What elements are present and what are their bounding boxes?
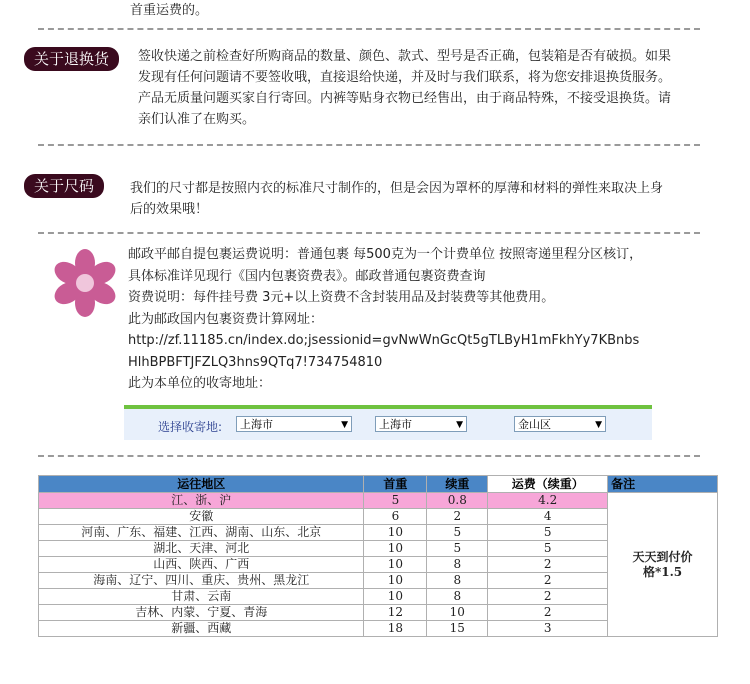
region-cell: 安徽 bbox=[39, 509, 364, 525]
region-cell: 河南、广东、福建、江西、湖南、山东、北京 bbox=[39, 525, 364, 541]
first-weight-cell: 10 bbox=[364, 573, 427, 589]
size-line: 我们的尺寸都是按照内衣的标准尺寸制作的，但是会因为罩杯的厚薄和材料的弹性来取决上身 bbox=[130, 181, 664, 196]
first-weight-cell: 6 bbox=[364, 509, 427, 525]
first-weight-cell: 10 bbox=[364, 557, 427, 573]
returns-line: 签收快递之前检查好所购商品的数量、颜色、款式、型号是否正确，包装箱是否有破损。如果 bbox=[138, 49, 672, 64]
divider bbox=[38, 455, 700, 457]
extra-fee-cell: 5 bbox=[488, 541, 608, 557]
first-weight-cell: 5 bbox=[364, 493, 427, 509]
first-weight-cell: 10 bbox=[364, 541, 427, 557]
address-selector bbox=[124, 405, 652, 440]
divider bbox=[38, 232, 700, 234]
col-header-extra-fee: 运费（续重） bbox=[488, 476, 608, 493]
first-weight-cell: 10 bbox=[364, 525, 427, 541]
size-policy bbox=[130, 178, 663, 220]
post-info bbox=[128, 244, 642, 395]
table-header-row bbox=[39, 476, 718, 493]
divider bbox=[38, 144, 700, 146]
note-text: 格*1.5 bbox=[642, 564, 683, 579]
extra-weight-cell: 10 bbox=[427, 605, 488, 621]
district-value: 金山区 bbox=[518, 418, 551, 431]
post-line: 此为本单位的收寄地址： bbox=[128, 376, 272, 391]
extra-fee-cell: 2 bbox=[488, 573, 608, 589]
province-select[interactable] bbox=[236, 416, 352, 432]
province-value: 上海市 bbox=[240, 418, 273, 431]
first-weight-cell: 10 bbox=[364, 589, 427, 605]
extra-weight-cell: 8 bbox=[427, 557, 488, 573]
col-header-extra-weight: 续重 bbox=[427, 476, 488, 493]
returns-line: 产品无质量问题买家自行寄回。内裤等贴身衣物已经售出，由于商品特殊，不接受退换货。请 bbox=[138, 91, 672, 106]
extra-weight-cell: 8 bbox=[427, 573, 488, 589]
district-select[interactable] bbox=[514, 416, 606, 432]
returns-badge: 关于退换货 bbox=[24, 47, 119, 71]
size-line: 后的效果哦！ bbox=[130, 202, 209, 217]
region-cell: 吉林、内蒙、宁夏、青海 bbox=[39, 605, 364, 621]
extra-weight-cell: 5 bbox=[427, 541, 488, 557]
returns-policy bbox=[138, 46, 671, 130]
city-select[interactable] bbox=[375, 416, 467, 432]
first-weight-cell: 18 bbox=[364, 621, 427, 637]
table-row bbox=[39, 493, 718, 509]
post-url-line: HlhBPBFTJFZLQ3hns9QTq7!734754810 bbox=[128, 354, 383, 370]
extra-fee-cell: 2 bbox=[488, 605, 608, 621]
shipping-note-text: 首重运费的。 bbox=[130, 3, 209, 18]
region-cell: 湖北、天津、河北 bbox=[39, 541, 364, 557]
post-line: 此为邮政国内包裹资费计算网址： bbox=[128, 311, 324, 327]
note-text: 天天到付价 bbox=[632, 549, 693, 564]
region-cell: 山西、陕西、广西 bbox=[39, 557, 364, 573]
col-header-first-weight: 首重 bbox=[364, 476, 427, 493]
shipping-rate-table bbox=[38, 475, 718, 637]
extra-fee-cell: 2 bbox=[488, 557, 608, 573]
col-header-region: 运往地区 bbox=[39, 476, 364, 493]
first-weight-cell: 12 bbox=[364, 605, 427, 621]
returns-line: 发现有任何问题请不要签收哦，直接退给快递，并及时与我们联系，将为您安排退换货服务。 bbox=[138, 70, 672, 85]
extra-fee-cell: 2 bbox=[488, 589, 608, 605]
size-badge: 关于尺码 bbox=[24, 174, 104, 198]
extra-weight-cell: 8 bbox=[427, 589, 488, 605]
shipping-note-tail bbox=[130, 0, 208, 21]
extra-fee-cell: 4 bbox=[488, 509, 608, 525]
region-cell: 甘肃、云南 bbox=[39, 589, 364, 605]
region-cell: 海南、辽宁、四川、重庆、贵州、黑龙江 bbox=[39, 573, 364, 589]
region-cell: 江、浙、沪 bbox=[39, 493, 364, 509]
extra-fee-cell: 5 bbox=[488, 525, 608, 541]
note-cell bbox=[608, 493, 718, 637]
dropdown-arrow-icon: ▼ bbox=[341, 420, 348, 430]
extra-weight-cell: 15 bbox=[427, 621, 488, 637]
dropdown-arrow-icon: ▼ bbox=[456, 420, 463, 430]
region-cell: 新疆、西藏 bbox=[39, 621, 364, 637]
extra-weight-cell: 5 bbox=[427, 525, 488, 541]
post-line: 具体标准详见现行《国内包裹资费表》。邮政普通包裹资费查询 bbox=[128, 268, 486, 284]
returns-line: 亲们认准了在购买。 bbox=[138, 112, 256, 127]
city-value: 上海市 bbox=[379, 418, 412, 431]
flower-icon bbox=[50, 248, 120, 318]
extra-fee-cell: 4.2 bbox=[488, 493, 608, 509]
post-line: 邮政平邮自提包裹运费说明：普通包裹 每500克为一个计费单位 按照寄递里程分区核订， bbox=[128, 247, 643, 262]
extra-weight-cell: 2 bbox=[427, 509, 488, 525]
address-label: 选择收寄地: bbox=[158, 420, 223, 434]
extra-weight-cell: 0.8 bbox=[427, 493, 488, 509]
extra-fee-cell: 3 bbox=[488, 621, 608, 637]
divider bbox=[38, 28, 700, 30]
post-url-line: http://zf.11185.cn/index.do;jsessionid=gvNwWnGcQt5gTLByH1mFkhYy7KBnbs bbox=[128, 333, 640, 348]
col-header-note: 备注 bbox=[608, 476, 718, 493]
dropdown-arrow-icon: ▼ bbox=[595, 420, 602, 430]
post-line: 资费说明：每件挂号费 3元+以上资费不含封装用品及封装费等其他费用。 bbox=[128, 290, 555, 305]
